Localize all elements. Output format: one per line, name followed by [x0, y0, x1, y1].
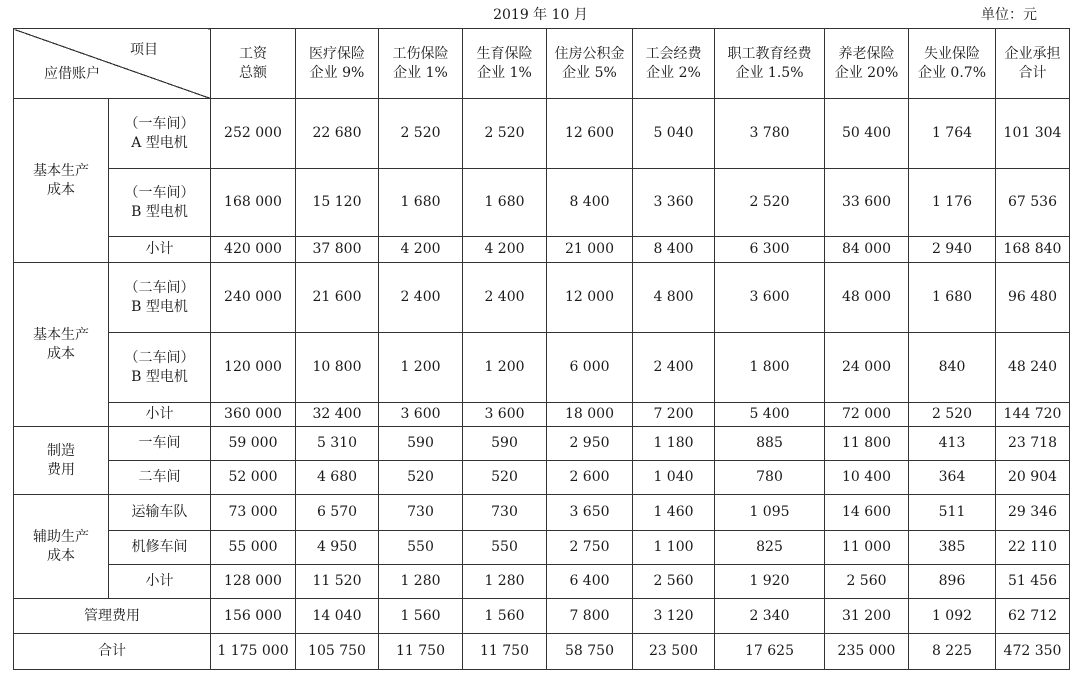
value-cell: 23 500	[633, 634, 715, 670]
value-cell: 67 536	[996, 169, 1070, 237]
value-cell: 11 750	[463, 634, 547, 670]
value-cell: 48 240	[996, 333, 1070, 403]
value-cell: 3 120	[633, 599, 715, 634]
value-cell: 420 000	[211, 237, 296, 263]
value-cell: 4 680	[296, 461, 379, 495]
value-cell: 24 000	[825, 333, 909, 403]
account-group-label: 基本生产 成本	[14, 99, 109, 263]
value-cell: 730	[379, 495, 463, 531]
value-cell: 2 750	[547, 531, 633, 565]
value-cell: 5 040	[633, 99, 715, 169]
value-cell: 10 800	[296, 333, 379, 403]
value-cell: 3 600	[379, 403, 463, 427]
value-cell: 50 400	[825, 99, 909, 169]
value-cell: 360 000	[211, 403, 296, 427]
value-cell: 6 400	[547, 565, 633, 599]
value-cell: 2 560	[633, 565, 715, 599]
value-cell: 1 100	[633, 531, 715, 565]
account-group-label: 制造 费用	[14, 427, 109, 495]
value-cell: 2 400	[379, 263, 463, 333]
value-cell: 550	[379, 531, 463, 565]
sub-account-label: 小计	[109, 237, 211, 263]
sub-account-label: （一车间） A 型电机	[109, 99, 211, 169]
value-cell: 4 800	[633, 263, 715, 333]
value-cell: 58 750	[547, 634, 633, 670]
value-cell: 168 000	[211, 169, 296, 237]
sub-account-label: （一车间） B 型电机	[109, 169, 211, 237]
value-cell: 1 280	[379, 565, 463, 599]
value-cell: 144 720	[996, 403, 1070, 427]
table-row	[14, 169, 1070, 237]
value-cell: 3 360	[633, 169, 715, 237]
value-cell: 590	[463, 427, 547, 461]
value-cell: 3 780	[715, 99, 825, 169]
account-group-label: 辅助生产 成本	[14, 495, 109, 599]
value-cell: 14 040	[296, 599, 379, 634]
table-row	[14, 237, 1070, 263]
col-header: 失业保险 企业 0.7%	[909, 29, 996, 99]
value-cell: 385	[909, 531, 996, 565]
value-cell: 730	[463, 495, 547, 531]
value-cell: 896	[909, 565, 996, 599]
account-label: 管理费用	[14, 599, 211, 634]
table-row	[14, 495, 1070, 531]
table-row	[14, 99, 1070, 169]
value-cell: 29 346	[996, 495, 1070, 531]
table-row	[14, 461, 1070, 495]
value-cell: 2 400	[463, 263, 547, 333]
value-cell: 17 625	[715, 634, 825, 670]
col-header: 住房公积金 企业 5%	[547, 29, 633, 99]
value-cell: 6 000	[547, 333, 633, 403]
table-row	[14, 263, 1070, 333]
value-cell: 18 000	[547, 403, 633, 427]
value-cell: 1 560	[463, 599, 547, 634]
value-cell: 1 560	[379, 599, 463, 634]
sub-account-label: 运输车队	[109, 495, 211, 531]
value-cell: 21 000	[547, 237, 633, 263]
value-cell: 101 304	[996, 99, 1070, 169]
value-cell: 4 950	[296, 531, 379, 565]
value-cell: 364	[909, 461, 996, 495]
table-row	[14, 634, 1070, 670]
value-cell: 10 400	[825, 461, 909, 495]
value-cell: 2 520	[909, 403, 996, 427]
value-cell: 6 570	[296, 495, 379, 531]
value-cell: 472 350	[996, 634, 1070, 670]
col-header: 工伤保险 企业 1%	[379, 29, 463, 99]
value-cell: 1 176	[909, 169, 996, 237]
value-cell: 5 310	[296, 427, 379, 461]
value-cell: 1 920	[715, 565, 825, 599]
value-cell: 11 520	[296, 565, 379, 599]
value-cell: 37 800	[296, 237, 379, 263]
value-cell: 825	[715, 531, 825, 565]
corner-header-cell	[14, 29, 211, 99]
table-row	[14, 333, 1070, 403]
value-cell: 1 800	[715, 333, 825, 403]
value-cell: 6 300	[715, 237, 825, 263]
value-cell: 1 092	[909, 599, 996, 634]
value-cell: 73 000	[211, 495, 296, 531]
table-row	[14, 565, 1070, 599]
value-cell: 23 718	[996, 427, 1070, 461]
value-cell: 2 520	[379, 99, 463, 169]
value-cell: 2 600	[547, 461, 633, 495]
table-row	[14, 427, 1070, 461]
value-cell: 120 000	[211, 333, 296, 403]
value-cell: 2 560	[825, 565, 909, 599]
value-cell: 4 200	[379, 237, 463, 263]
value-cell: 1 200	[463, 333, 547, 403]
value-cell: 48 000	[825, 263, 909, 333]
col-header: 养老保险 企业 20%	[825, 29, 909, 99]
value-cell: 105 750	[296, 634, 379, 670]
value-cell: 2 340	[715, 599, 825, 634]
value-cell: 511	[909, 495, 996, 531]
account-group-label: 基本生产 成本	[14, 263, 109, 427]
value-cell: 62 712	[996, 599, 1070, 634]
value-cell: 1 180	[633, 427, 715, 461]
col-header: 工资 总额	[211, 29, 296, 99]
value-cell: 15 120	[296, 169, 379, 237]
value-cell: 59 000	[211, 427, 296, 461]
value-cell: 550	[463, 531, 547, 565]
value-cell: 1 460	[633, 495, 715, 531]
value-cell: 1 680	[379, 169, 463, 237]
sub-account-label: 小计	[109, 565, 211, 599]
value-cell: 31 200	[825, 599, 909, 634]
value-cell: 12 600	[547, 99, 633, 169]
value-cell: 2 950	[547, 427, 633, 461]
corner-header-item: 项目	[130, 42, 158, 58]
value-cell: 1 040	[633, 461, 715, 495]
value-cell: 885	[715, 427, 825, 461]
value-cell: 96 480	[996, 263, 1070, 333]
value-cell: 4 200	[463, 237, 547, 263]
sub-account-label: 机修车间	[109, 531, 211, 565]
col-header: 工会经费 企业 2%	[633, 29, 715, 99]
value-cell: 84 000	[825, 237, 909, 263]
header-row	[14, 29, 1070, 99]
value-cell: 14 600	[825, 495, 909, 531]
value-cell: 3 650	[547, 495, 633, 531]
value-cell: 8 225	[909, 634, 996, 670]
col-header: 职工教育经费 企业 1.5%	[715, 29, 825, 99]
table-row	[14, 599, 1070, 634]
value-cell: 8 400	[633, 237, 715, 263]
value-cell: 20 904	[996, 461, 1070, 495]
sub-account-label: （二车间） B 型电机	[109, 333, 211, 403]
value-cell: 2 940	[909, 237, 996, 263]
value-cell: 235 000	[825, 634, 909, 670]
value-cell: 1 280	[463, 565, 547, 599]
sub-account-label: （二车间） B 型电机	[109, 263, 211, 333]
value-cell: 1 200	[379, 333, 463, 403]
value-cell: 7 800	[547, 599, 633, 634]
value-cell: 11 750	[379, 634, 463, 670]
value-cell: 32 400	[296, 403, 379, 427]
value-cell: 240 000	[211, 263, 296, 333]
col-header: 企业承担 合计	[996, 29, 1070, 99]
account-label: 合计	[14, 634, 211, 670]
value-cell: 520	[379, 461, 463, 495]
value-cell: 252 000	[211, 99, 296, 169]
col-header: 生育保险 企业 1%	[463, 29, 547, 99]
unit-label: 单位：元	[981, 7, 1037, 23]
allocation-table	[13, 28, 1070, 670]
value-cell: 413	[909, 427, 996, 461]
sub-account-label: 小计	[109, 403, 211, 427]
value-cell: 22 110	[996, 531, 1070, 565]
col-header: 医疗保险 企业 9%	[296, 29, 379, 99]
value-cell: 1 680	[909, 263, 996, 333]
table-row	[14, 531, 1070, 565]
value-cell: 1 095	[715, 495, 825, 531]
value-cell: 520	[463, 461, 547, 495]
value-cell: 840	[909, 333, 996, 403]
value-cell: 33 600	[825, 169, 909, 237]
value-cell: 55 000	[211, 531, 296, 565]
value-cell: 2 520	[463, 99, 547, 169]
value-cell: 780	[715, 461, 825, 495]
value-cell: 1 680	[463, 169, 547, 237]
value-cell: 52 000	[211, 461, 296, 495]
value-cell: 11 000	[825, 531, 909, 565]
sub-account-label: 一车间	[109, 427, 211, 461]
value-cell: 11 800	[825, 427, 909, 461]
value-cell: 3 600	[463, 403, 547, 427]
value-cell: 51 456	[996, 565, 1070, 599]
value-cell: 8 400	[547, 169, 633, 237]
value-cell: 5 400	[715, 403, 825, 427]
table-date: 2019 年 10 月	[493, 7, 588, 23]
value-cell: 1 764	[909, 99, 996, 169]
value-cell: 72 000	[825, 403, 909, 427]
value-cell: 1 175 000	[211, 634, 296, 670]
value-cell: 168 840	[996, 237, 1070, 263]
value-cell: 12 000	[547, 263, 633, 333]
value-cell: 2 400	[633, 333, 715, 403]
value-cell: 21 600	[296, 263, 379, 333]
value-cell: 3 600	[715, 263, 825, 333]
sub-account-label: 二车间	[109, 461, 211, 495]
value-cell: 156 000	[211, 599, 296, 634]
value-cell: 590	[379, 427, 463, 461]
value-cell: 22 680	[296, 99, 379, 169]
value-cell: 7 200	[633, 403, 715, 427]
value-cell: 2 520	[715, 169, 825, 237]
corner-header-account: 应借账户	[44, 66, 100, 82]
table-row	[14, 403, 1070, 427]
value-cell: 128 000	[211, 565, 296, 599]
